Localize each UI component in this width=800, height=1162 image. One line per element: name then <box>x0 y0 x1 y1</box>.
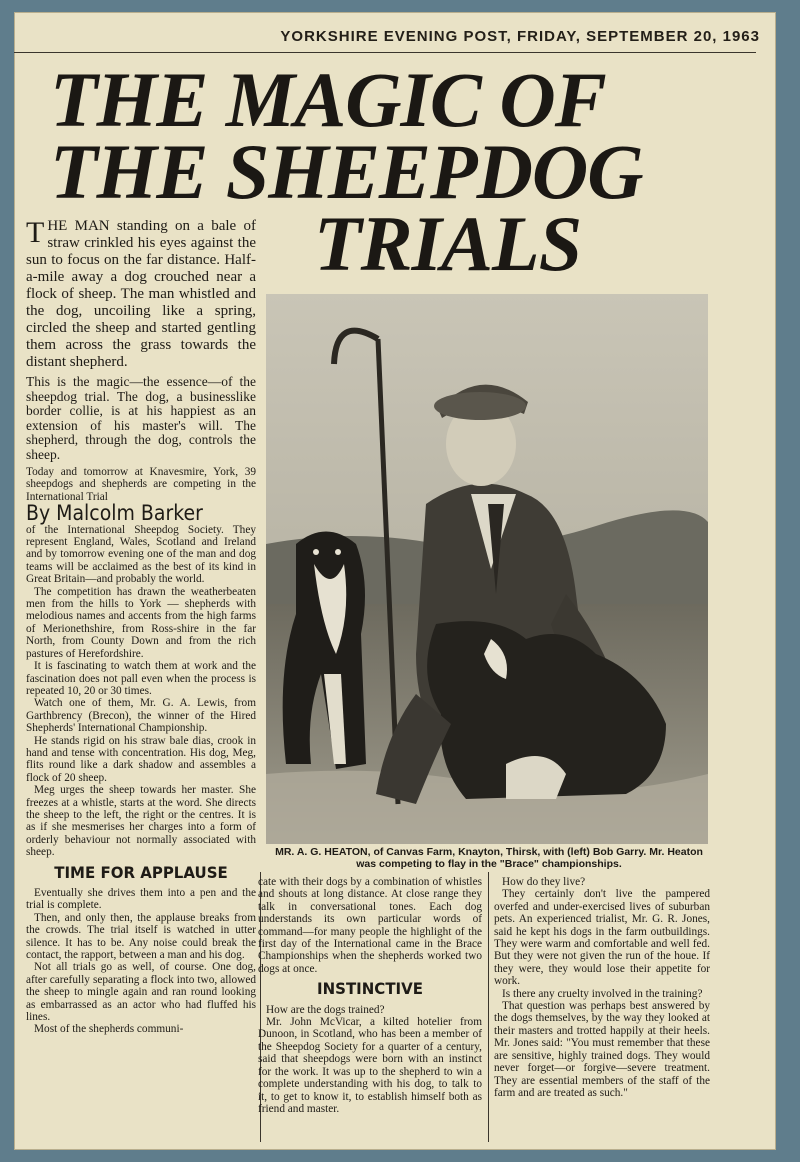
col1-paragraph: It is fascinating to watch them at work and the fascination does not pall even when the process is repeated 10, 20 or 30 times. <box>26 660 256 697</box>
photo-illustration <box>266 294 708 844</box>
column-1 <box>26 218 256 1036</box>
byline: By Malcolm Barker <box>26 501 203 526</box>
lead-paragraph-1 <box>26 218 256 371</box>
col1-paragraph: Eventually she drives them into a pen and the trial is complete. <box>26 887 256 912</box>
col2-paragraph: cate with their dogs by a combination of whistles and shouts at long distance. At close range they talk in conversational tones. Each dog understands its own particular words of command—for many people the highlight of the first day of the International came in the Brace Championships when the shepherds worked two dogs at once. <box>258 876 482 975</box>
col3-paragraph: Is there any cruelty involved in the training? <box>502 987 703 1000</box>
col3-paragraph: They certainly don't live the pampered overfed and under-exercised lives of suburban pets. An experienced trialist, Mr. G. R. Jones, said he kept his dogs in the farm outbuildings. They were warm and comfortable and well fed. But they were not given the run of the houe. If they were, they would lose their appetite for work. <box>494 888 710 988</box>
col1-paragraph: Meg urges the sheep towards her master. She freezes at a whistle, starts at the word. She directs the sheep to the left, the right or the centres. It is as if she mesmerises her charges into a form of orderly behaviour not normally associated with sheep. <box>26 784 256 859</box>
col1-paragraph: He stands rigid on his straw bale dias, crook in hand and tense with concentration. His dog, Meg, flits round like a dark shadow and assembles a flock of 20 sheep. <box>26 734 256 784</box>
masthead-rule <box>14 52 756 53</box>
headline-line-1: THE MAGIC OF <box>50 56 606 143</box>
column-rule <box>488 872 489 1142</box>
col1-paragraph: The competition has drawn the weatherbeaten men from the hills to York — shepherds with melodious names and accents from the high farms of Merionethshire, from Ross-shire in the far North, from County Down and from the rich pastures of Herefordshire. <box>26 585 256 660</box>
newspaper-clipping <box>14 12 776 1150</box>
headline-line-3: TRIALS <box>314 200 582 287</box>
subhead-time-for-applause: TIME FOR APPLAUSE <box>54 863 228 883</box>
lead-section <box>26 218 256 462</box>
lead-paragraph-2: This is the magic—the essence—of the sheepdog trial. The dog, a businesslike border collie, is at his happiest as an extension of his master's will. The shepherd, through the dog, controls the sheep. <box>26 374 256 462</box>
lead-paragraph-1-text: HE MAN standing on a bale of straw crinkled his eyes against the sun to focus on the far distance. Half-a-mile away a dog crouched near a flock of sheep. The man whistled and the dog, uncoiling like a spring, circled the sheep and started gentling them across the grass towards the distant shepherd. <box>26 218 256 370</box>
col1-paragraph: Not all trials go as well, of course. One dog, after carefully separating a flock into two, allowed the sheep to mingle again and ran round looking as embarrassed as an actor who had fluffed his lines. <box>26 961 256 1024</box>
photo-caption: MR. A. G. HEATON, of Canvas Farm, Knayton, Thirsk, with (left) Bob Garry. Mr. Heaton was competing to flay in the "Brace" championships. <box>275 846 703 870</box>
intro-paragraph: Today and tomorrow at Knavesmire, York, 39 sheepdogs and shepherds are competing in the International Trial <box>26 466 256 503</box>
col2-paragraph: How are the dogs trained? <box>266 1003 385 1016</box>
col3-paragraph: That question was perhaps best answered by the dogs themselves, by the way they looked at their masters and trotted happily at their heels. Mr. Jones said: "You must remember that these are sensitive, highly trained dogs. They would never forget—or forgive—severe treatment. They are essential members of the staff of the farm and are treated as such." <box>494 1000 710 1099</box>
subhead-instinctive: INSTINCTIVE <box>317 979 423 999</box>
column-3 <box>494 876 710 1099</box>
column-2 <box>258 876 482 1115</box>
col1-paragraph: Watch one of them, Mr. G. A. Lewis, from Garthbrency (Brecon), the winner of the Hired Shepherds' International Championship. <box>26 697 256 735</box>
headline-line-2: THE SHEEPDOG <box>50 128 643 215</box>
col3-paragraph: How do they live? <box>502 876 586 888</box>
col2-paragraph: Mr. John McVicar, a kilted hotelier from Dunoon, in Scotland, who has been a member of the Sheepdog Society for a quarter of a century, said that sheepdogs were born with an instinct for the work. It was up to the shepherd to win a complete understanding with his dog, to talk to it, to get to know it, to establish himself both as friend and master. <box>258 1016 482 1115</box>
col1-paragraph: of the International Sheepdog Society. They represent England, Wales, Scotland and Ireland and by tomorrow evening one of the man and dog teams will be acclaimed as the best of its kind in Great Britain—and probably the world. <box>26 523 256 586</box>
masthead: YORKSHIRE EVENING POST, FRIDAY, SEPTEMBER 20, 1963 <box>280 28 760 45</box>
col1-paragraph: Then, and only then, the applause breaks from the crowds. The trial itself is watched in utter silence. It has to be. Any noise could break the contact, the rapport, between a man and his dog. <box>26 911 256 962</box>
col1-paragraph: Most of the shepherds communi- <box>34 1023 184 1036</box>
drop-cap: T <box>26 216 45 249</box>
photo-shepherd-with-dogs <box>266 294 708 844</box>
